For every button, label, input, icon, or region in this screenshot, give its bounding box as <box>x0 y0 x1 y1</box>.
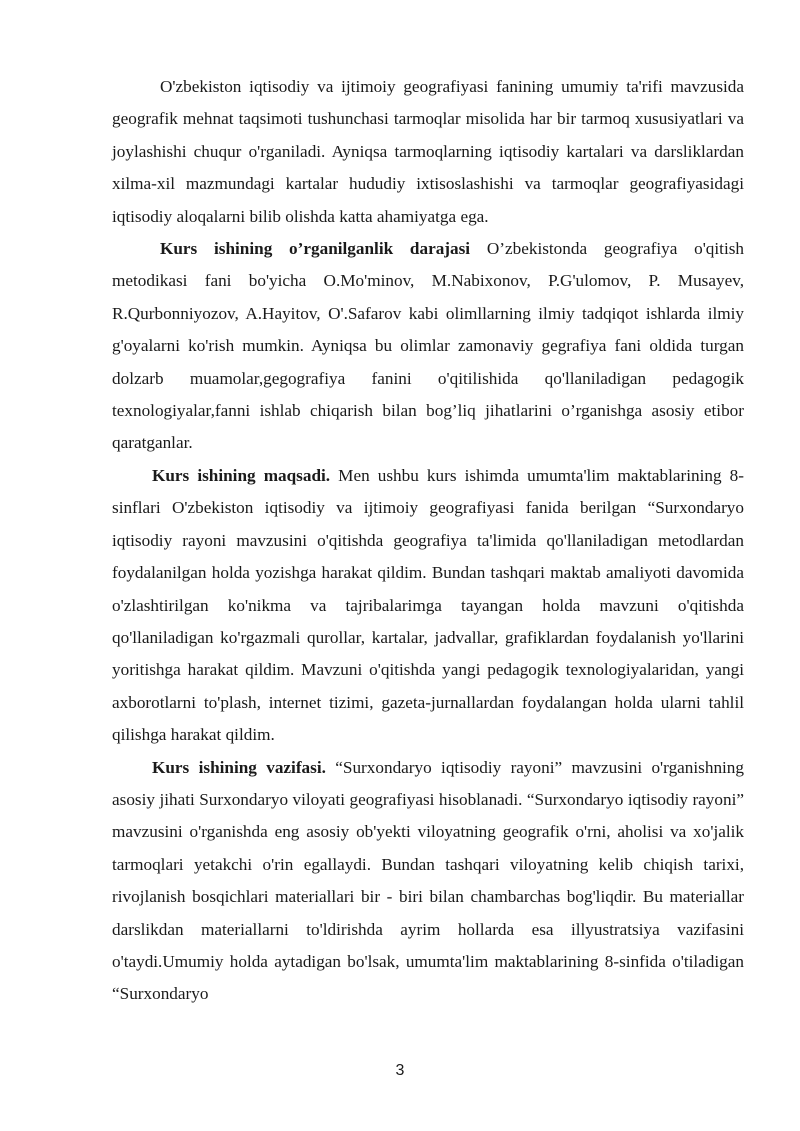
document-page <box>112 71 744 1011</box>
paragraph-text: “Surxondaryo iqtisodiy rayoni” mavzusini o'rganishning asosiy jihati Surxondaryo viloyati geografiyasi hisoblanadi. “Surxondaryo iqtisodiy rayoni” mavzusini o'rganishda eng asosiy ob'yekti viloyatning geografik o'rni, aholisi va xo'jalik tarmoqlari yetakchi o'rin egallaydi. Bundan tashqari viloyatning kelib chiqish tarixi, rivojlanish bosqichlari materiallari bir - biri bilan chambarchas bog'liqdir. Bu materiallar darslikdan materiallarni to'ldirishda ayrim hollarda esa illyustratsiya vazifasini o'taydi.Umumiy holda aytadigan bo'lsak, umumta'lim maktablarining 8-sinfida o'tiladigan “Surxondaryo <box>112 757 744 1004</box>
paragraph-goal <box>112 460 744 752</box>
paragraph-intro <box>112 71 744 233</box>
paragraph-study-level <box>112 233 744 460</box>
paragraph-lead: Kurs ishining maqsadi. <box>152 465 331 485</box>
paragraph-lead: Kurs ishining vazifasi. <box>152 757 326 777</box>
paragraph-text: O'zbekiston iqtisodiy va ijtimoiy geografiyasi fanining umumiy ta'rifi mavzusida geografik mehnat taqsimoti tushunchasi tarmoqlar misolida har bir tarmoq xususiyatlari va joylashishi chuqur o'rganiladi. Ayniqsa tarmoqlarning iqtisodiy kartalari va darsliklardan xilma-xil mazmundagi kartalar hududiy ixtisoslashishi va tarmoqlar geografiyasidagi iqtisodiy aloqalarni bilib olishda katta ahamiyatga ega. <box>112 77 744 226</box>
page-number: 3 <box>395 1062 405 1079</box>
paragraph-text: Men ushbu kurs ishimda umumta'lim maktablarining 8- sinflari O'zbekiston iqtisodiy va ijtimoiy geografiyasi fanida berilgan “Surxondaryo iqtisodiy rayoni mavzusini o'qitishda geografiya ta'limida qo'llaniladigan metodlardan foydalanilgan holda yozishga harakat qildim. Bundan tashqari maktab amaliyoti davomida o'zlashtirilgan ko'nikma va tajribalarimga tayangan holda mavzuni o'qitishda qo'llaniladigan ko'rgazmali qurollar, kartalar, jadvallar, grafiklardan foydalanish yo'llarini yoritishga harakat qildim. Mavzuni o'qitishda yangi pedagogik texnologiyalaridan, yangi axborotlarni to'plash, internet tizimi, gazeta-jurnallardan foydalangan holda ularni tahlil qilishga harakat qildim. <box>112 465 744 745</box>
paragraph-text: O’zbekistonda geografiya o'qitish metodikasi fani bo'yicha O.Mo'minov, M.Nabixonov, P.G'ulomov, P. Musayev, R.Qurbonniyozov, A.Hayitov, O'.Safarov kabi olimllarning ilmiy tadqiqot ishlarda ilmiy g'oyalarni ko'rish mumkin. Ayniqsa bu olimlar zamonaviy gegrafiya fani oldida turgan dolzarb muamolar,gegografiya fanini o'qitilishida qo'llaniladigan pedagogik texnologiyalar,fanni ishlab chiqarish bilan bog’liq jihatlarini o’rganishga asosiy etibor qaratganlar. <box>112 239 744 453</box>
paragraph-lead: Kurs ishining o’rganilganlik darajasi <box>160 239 471 259</box>
paragraph-tasks <box>112 752 744 1011</box>
